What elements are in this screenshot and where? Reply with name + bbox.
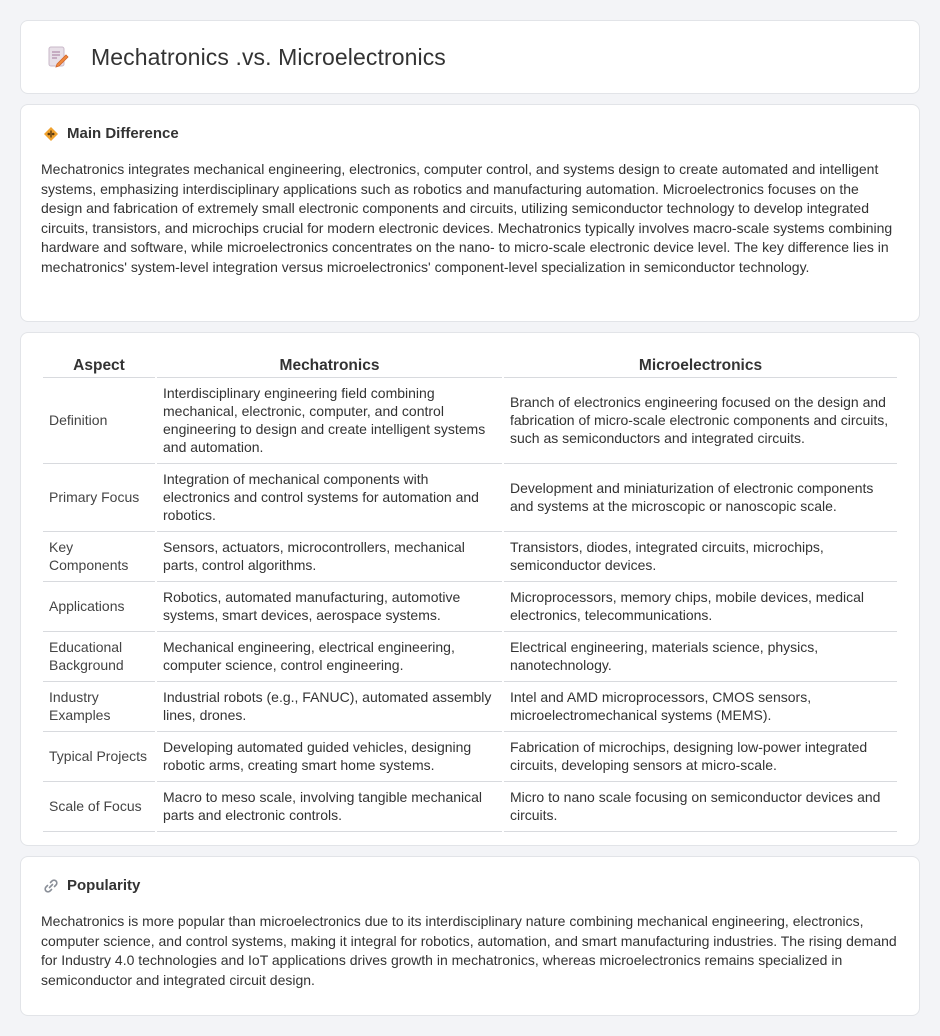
popularity-title: Popularity: [67, 877, 141, 894]
table-row: [43, 632, 897, 682]
column-header: Mechatronics: [157, 353, 502, 378]
mechatronics-cell: Developing automated guided vehicles, designing robotic arms, creating smart home systems.: [157, 732, 502, 782]
table-row: [43, 532, 897, 582]
aspect-cell: Key Components: [43, 532, 155, 582]
popularity-text: Mechatronics is more popular than microelectronics due to its interdisciplinary nature combining mechanical engineering, electronics, computer science, and control systems, making it integral for robotics, automation, and smart manufacturing industries. The rising demand for Industry 4.0 technologies and IoT applications drives growth in mechatronics, whereas microelectronics remains specialized in semiconductor and integrated circuit design.: [41, 913, 897, 988]
comparison-section: [20, 332, 920, 846]
microelectronics-cell: Transistors, diodes, integrated circuits, microchips, semiconductor devices.: [504, 532, 897, 582]
diamond-icon: [43, 126, 59, 142]
microelectronics-cell: Intel and AMD microprocessors, CMOS sensors, microelectromechanical systems (MEMS).: [504, 682, 897, 732]
main-difference-title: Main Difference: [67, 125, 179, 142]
link-icon: [43, 878, 59, 894]
aspect-cell: Scale of Focus: [43, 782, 155, 832]
microelectronics-cell: Development and miniaturization of electronic components and systems at the microscopic or nanoscopic scale.: [504, 464, 897, 532]
main-difference-section: [20, 104, 920, 322]
column-header: Microelectronics: [504, 353, 897, 378]
mechatronics-cell: Macro to meso scale, involving tangible mechanical parts and electronic controls.: [157, 782, 502, 832]
mechatronics-cell: Interdisciplinary engineering field combining mechanical, electronic, computer, and control engineering to design and create intelligent systems and automation.: [157, 378, 502, 464]
table-row: [43, 582, 897, 632]
popularity-section: [20, 856, 920, 1016]
table-row: [43, 682, 897, 732]
title-card: [20, 20, 920, 94]
section-heading: [43, 877, 899, 894]
table-row: [43, 782, 897, 832]
mechatronics-cell: Sensors, actuators, microcontrollers, mechanical parts, control algorithms.: [157, 532, 502, 582]
aspect-cell: Industry Examples: [43, 682, 155, 732]
microelectronics-cell: Branch of electronics engineering focused on the design and fabrication of micro-scale electronic components and circuits, such as semiconductors and integrated circuits.: [504, 378, 897, 464]
aspect-cell: Typical Projects: [43, 732, 155, 782]
microelectronics-cell: Micro to nano scale focusing on semiconductor devices and circuits.: [504, 782, 897, 832]
aspect-cell: Applications: [43, 582, 155, 632]
document-icon: [45, 44, 71, 70]
main-difference-text: Mechatronics integrates mechanical engineering, electronics, computer control, and systems design to create automated and intelligent systems, emphasizing interdisciplinary applications such as robotics and manufacturing automation. Microelectronics focuses on the design and fabrication of extremely small electronic components and circuits, utilizing semiconductor technology to develop integrated circuits, transistors, and microchips crucial for modern electronic devices. Mechatronics typically involves macro-scale systems combining hardware and software, while microelectronics concentrates on the nano- to micro-scale electronic device level. The key difference lies in mechatronics' system-level integration versus microelectronics' component-level specialization in semiconductor technology.: [41, 161, 893, 275]
microelectronics-cell: Fabrication of microchips, designing low-power integrated circuits, developing sensors at micro-scale.: [504, 732, 897, 782]
table-header-row: [43, 353, 897, 378]
comparison-table: [41, 353, 899, 832]
aspect-cell: Educational Background: [43, 632, 155, 682]
table-row: [43, 732, 897, 782]
section-heading: [43, 125, 899, 142]
microelectronics-cell: Microprocessors, memory chips, mobile devices, medical electronics, telecommunications.: [504, 582, 897, 632]
mechatronics-cell: Mechanical engineering, electrical engineering, computer science, control engineering.: [157, 632, 502, 682]
microelectronics-cell: Electrical engineering, materials science, physics, nanotechnology.: [504, 632, 897, 682]
column-header: Aspect: [43, 353, 155, 378]
page-title: Mechatronics .vs. Microelectronics: [91, 43, 446, 70]
mechatronics-cell: Industrial robots (e.g., FANUC), automated assembly lines, drones.: [157, 682, 502, 732]
table-row: [43, 378, 897, 464]
aspect-cell: Primary Focus: [43, 464, 155, 532]
table-row: [43, 464, 897, 532]
aspect-cell: Definition: [43, 378, 155, 464]
mechatronics-cell: Integration of mechanical components with electronics and control systems for automation and robotics.: [157, 464, 502, 532]
mechatronics-cell: Robotics, automated manufacturing, automotive systems, smart devices, aerospace systems.: [157, 582, 502, 632]
